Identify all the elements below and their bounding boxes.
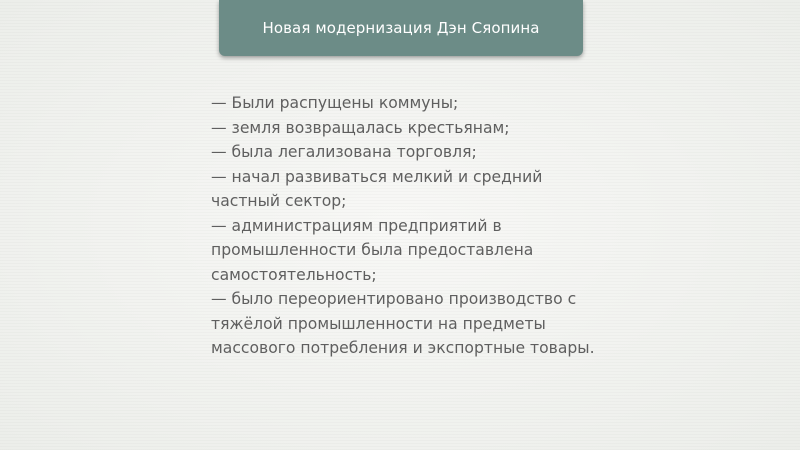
title-banner: [219, 0, 583, 56]
text-line: массового потребления и экспортные товары.: [211, 339, 595, 357]
text-line: промышленности была предоставлена: [211, 241, 534, 259]
text-line: — было переориентировано производство с: [211, 290, 577, 308]
text-line: — была легализована торговля;: [211, 143, 477, 161]
slide-body-text: [211, 91, 651, 361]
text-line: самостоятельность;: [211, 265, 377, 284]
text-line: — Были распущены коммуны;: [211, 94, 459, 112]
slide-title: Новая модернизация Дэн Сяопина: [262, 19, 540, 37]
text-line: — администрациям предприятий в: [211, 216, 502, 235]
text-line: — земля возвращалась крестьянам;: [211, 118, 510, 137]
text-line: тяжёлой промышленности на предметы: [211, 314, 546, 333]
text-line: частный сектор;: [211, 192, 347, 210]
text-line: — начал развиваться мелкий и средний: [211, 167, 543, 186]
